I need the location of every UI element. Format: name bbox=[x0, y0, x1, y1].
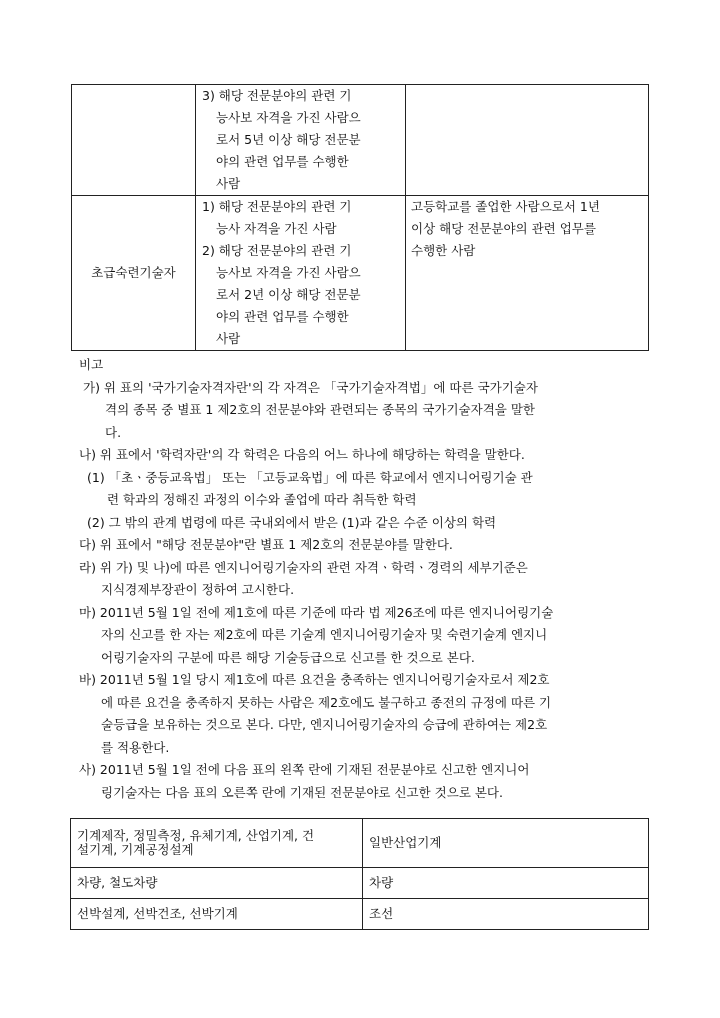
remark-na bbox=[79, 444, 649, 467]
table-row bbox=[71, 899, 649, 930]
remarks-heading: 비고 bbox=[79, 357, 104, 372]
text-line: 련 학과의 정해진 과정의 이수와 졸업에 따라 취득한 학력 bbox=[107, 492, 417, 507]
remark-da bbox=[79, 534, 649, 557]
text-line: 링기술자는 다음 표의 오른쪽 란에 기재된 전문분야로 신고한 것으로 본다. bbox=[101, 784, 503, 800]
qualification-item-3 bbox=[196, 85, 405, 195]
text-line: 이상 해당 전문분야의 관련 업무를 bbox=[411, 221, 596, 236]
old-field-cell bbox=[71, 868, 363, 899]
text-line: 자의 신고를 한 자는 제2호에 따른 기술계 엔지니어링기술자 및 숙련기술계 엔지니 bbox=[101, 627, 548, 642]
qualification-item-2 bbox=[196, 240, 405, 350]
text-line: 어링기술자의 구분에 따른 해당 기술등급으로 신고를 한 것으로 본다. bbox=[101, 649, 475, 665]
table-row bbox=[72, 196, 649, 351]
text-line: 사람 bbox=[216, 331, 241, 346]
text-line: 지식경제부장관이 정하여 고시한다. bbox=[101, 582, 295, 597]
remark-ra bbox=[79, 557, 649, 602]
text-line: 설기계, 기계공정설계 bbox=[77, 842, 194, 857]
old-field-cell bbox=[71, 819, 363, 868]
text-line: 마) 2011년 5월 1일 전에 제1호에 따른 기준에 따라 법 제26조에 따른 엔지니어링기술 bbox=[79, 604, 554, 620]
qualification-cell bbox=[196, 85, 406, 196]
qualification-table bbox=[71, 84, 649, 351]
qualification-cell bbox=[196, 196, 406, 351]
new-field-cell: 일반산업기계 bbox=[363, 819, 649, 868]
text-line: 선박설계, 선박건조, 선박기계 bbox=[77, 906, 238, 921]
education-cell bbox=[406, 85, 649, 196]
text-line: 차량, 철도차량 bbox=[77, 875, 158, 890]
remark-na-2 bbox=[79, 512, 649, 535]
remark-ga bbox=[79, 377, 649, 445]
text-line: 다. bbox=[105, 424, 122, 440]
remark-sa bbox=[79, 759, 649, 804]
qualification-item-1 bbox=[196, 196, 405, 240]
text-line: 야의 관련 업무를 수행한 bbox=[216, 309, 349, 324]
text-line: 가) 위 표의 '국가기술자격자란'의 각 자격은 「국가기술자격법」에 따른 국가기술자 bbox=[83, 379, 538, 395]
table-row bbox=[71, 868, 649, 899]
old-field-cell bbox=[71, 899, 363, 930]
text-line: 3) 해당 전문분야의 관련 기 bbox=[202, 88, 352, 103]
text-line: 수행한 사람 bbox=[411, 243, 476, 258]
remark-ba bbox=[79, 669, 649, 759]
text-line: 1) 해당 전문분야의 관련 기 bbox=[202, 199, 352, 214]
grade-cell: 초급숙련기술자 bbox=[72, 196, 196, 351]
text-line: 나) 위 표에서 '학력자란'의 각 학력은 다음의 어느 하나에 해당하는 학력을 말한다. bbox=[79, 447, 525, 462]
text-line: 능사보 자격을 가진 사람으 bbox=[216, 265, 361, 280]
text-line: 기계제작, 정밀측정, 유체기계, 산업기계, 건 bbox=[77, 828, 315, 843]
text-line: 다) 위 표에서 "해당 전문분야"란 별표 1 제2호의 전문분야를 말한다. bbox=[79, 537, 453, 552]
new-field-cell: 차량 bbox=[363, 868, 649, 899]
text-line: 로서 5년 이상 해당 전문분 bbox=[216, 132, 361, 147]
new-field-cell: 조선 bbox=[363, 899, 649, 930]
text-line: 격의 종목 중 별표 1 제2호의 전문분야와 관련되는 종목의 국가기술자격을 말한 bbox=[105, 402, 535, 417]
field-mapping-table bbox=[70, 818, 649, 930]
text-line: 야의 관련 업무를 수행한 bbox=[216, 154, 349, 169]
text-line: (2) 그 밖의 관계 법령에 따른 국내외에서 받은 (1)과 같은 수준 이상의 학력 bbox=[87, 514, 497, 530]
text-line: 사) 2011년 5월 1일 전에 다음 표의 왼쪽 란에 기재된 전문분야로 신고한 엔지니어 bbox=[79, 762, 530, 777]
text-line: 라) 위 가) 및 나)에 따른 엔지니어링기술자의 관련 자격ㆍ학력ㆍ경력의 세부기준은 bbox=[79, 559, 528, 575]
text-line: 능사보 자격을 가진 사람으 bbox=[216, 110, 361, 125]
text-line: 능사 자격을 가진 사람 bbox=[216, 221, 337, 236]
remark-ma bbox=[79, 602, 649, 670]
remarks-section bbox=[79, 354, 649, 804]
grade-cell bbox=[72, 85, 196, 196]
text-line: 에 따른 요건을 충족하지 못하는 사람은 제2호에도 불구하고 종전의 규정에 따른 기 bbox=[101, 694, 552, 710]
text-line: 고등학교를 졸업한 사람으로서 1년 bbox=[411, 199, 600, 214]
remark-na-1 bbox=[79, 467, 649, 512]
text-line: 술등급을 보유하는 것으로 본다. 다만, 엔지니어링기술자의 승급에 관하여는 제2호 bbox=[101, 717, 548, 732]
text-line: 를 적용한다. bbox=[101, 739, 170, 755]
text-line: 바) 2011년 5월 1일 당시 제1호에 따른 요건을 충족하는 엔지니어링기술자로서 제2호 bbox=[79, 672, 550, 687]
table-row bbox=[71, 819, 649, 868]
table-row bbox=[72, 85, 649, 196]
text-line: 사람 bbox=[216, 176, 241, 191]
text-line: 로서 2년 이상 해당 전문분 bbox=[216, 287, 361, 302]
education-cell bbox=[406, 196, 649, 351]
text-line: 2) 해당 전문분야의 관련 기 bbox=[202, 243, 352, 258]
text-line: (1) 「초ㆍ중등교육법」 또는 「고등교육법」에 따른 학교에서 엔지니어링기술 관 bbox=[87, 469, 533, 485]
